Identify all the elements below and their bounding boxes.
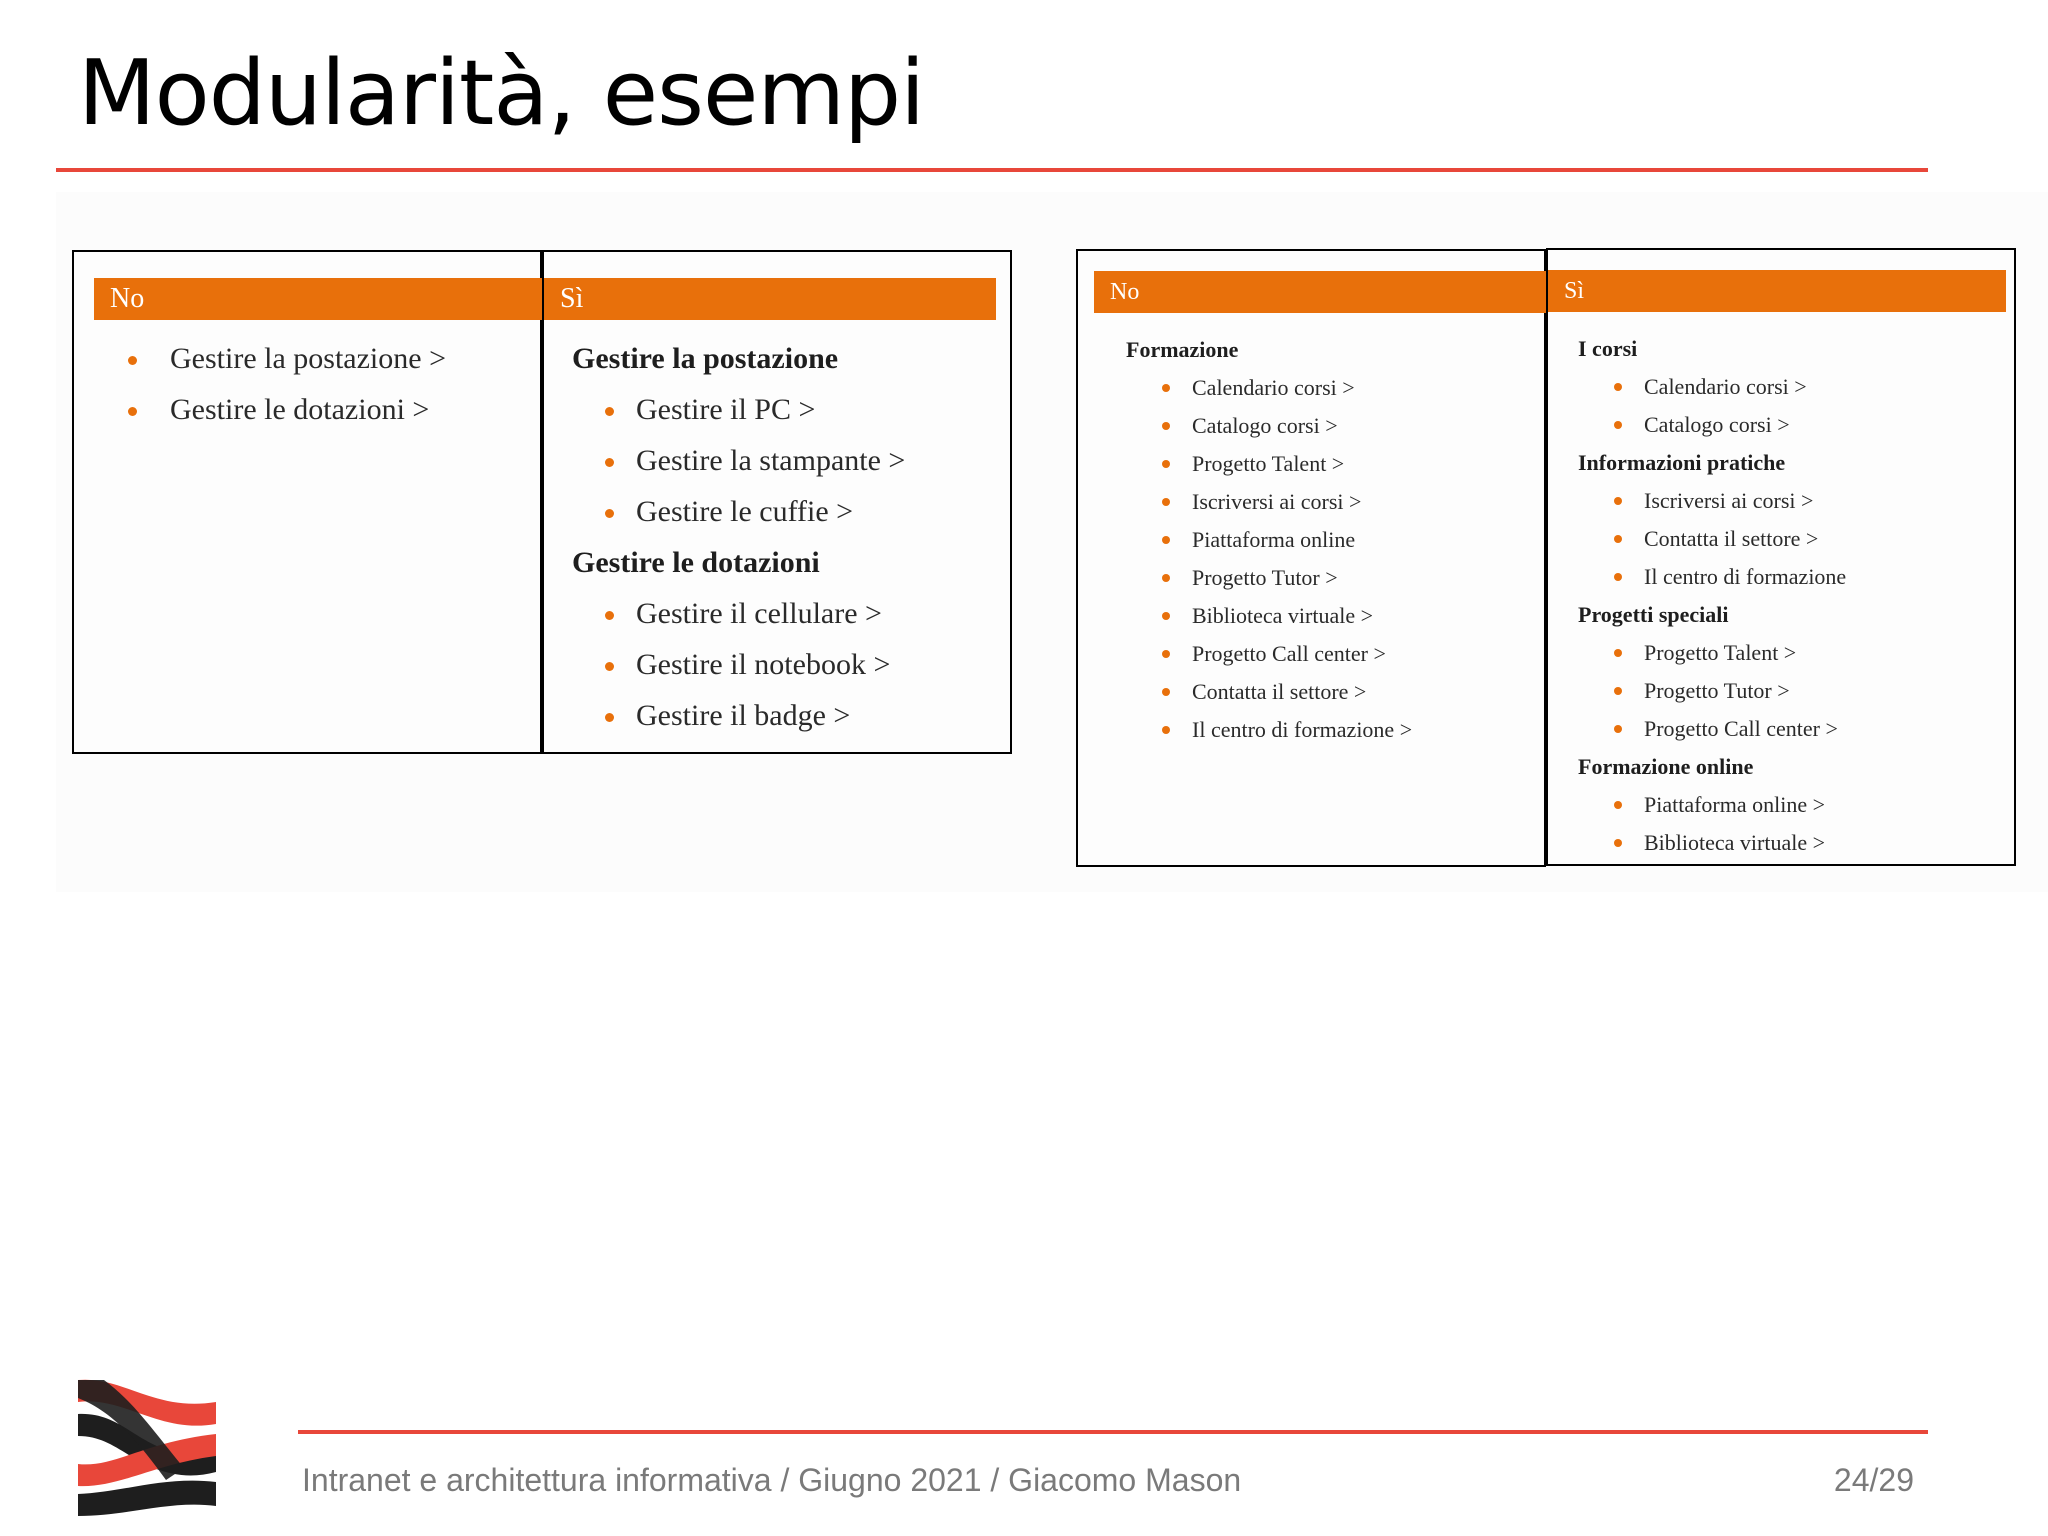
- group-heading: Gestire le dotazioni: [572, 546, 820, 579]
- example1-si-box: [542, 250, 1012, 754]
- bullet-icon: [605, 611, 614, 620]
- list-item: Il centro di formazione: [1578, 564, 1846, 602]
- bullet-icon: [1162, 384, 1170, 392]
- bullet-icon: [1614, 801, 1622, 809]
- bullet-icon: [1614, 687, 1622, 695]
- bullet-icon: [1614, 725, 1622, 733]
- example2-si-box: [1546, 248, 2016, 866]
- title-divider: [56, 168, 1928, 172]
- list-item: Gestire il badge >: [572, 699, 905, 750]
- list-item: Progetto Tutor >: [1126, 565, 1412, 603]
- interwoven-ribbons-logo-icon: [74, 1372, 220, 1516]
- bullet-icon: [1162, 574, 1170, 582]
- example2-no-list: [1126, 337, 1412, 755]
- footer-divider: [298, 1430, 1928, 1434]
- bullet-icon: [1614, 573, 1622, 581]
- bullet-icon: [1162, 650, 1170, 658]
- bullet-icon: [1162, 536, 1170, 544]
- bullet-icon: [1614, 383, 1622, 391]
- list-item: Il centro di formazione >: [1126, 717, 1412, 755]
- example1-si-header: Sì: [544, 278, 996, 320]
- list-item: Gestire il cellulare >: [572, 597, 905, 648]
- list-item: Gestire il notebook >: [572, 648, 905, 699]
- list-item: Progetto Talent >: [1578, 640, 1846, 678]
- bullet-icon: [1162, 726, 1170, 734]
- group-heading: Progetti speciali: [1578, 602, 1729, 627]
- example2-no-box: [1076, 249, 1546, 867]
- bullet-icon: [1162, 612, 1170, 620]
- list-item: Progetto Tutor >: [1578, 678, 1846, 716]
- list-item: Iscriversi ai corsi >: [1126, 489, 1412, 527]
- example1-no-box: [72, 250, 542, 754]
- example1-no-header: No: [94, 278, 542, 320]
- bullet-icon: [1614, 839, 1622, 847]
- bullet-icon: [1614, 421, 1622, 429]
- example1-si-list: [572, 342, 905, 750]
- bullet-icon: [128, 356, 137, 365]
- bullet-icon: [605, 509, 614, 518]
- example2-no-header: No: [1094, 271, 1546, 313]
- list-item: Catalogo corsi >: [1578, 412, 1846, 450]
- list-item: Progetto Call center >: [1126, 641, 1412, 679]
- bullet-icon: [1162, 422, 1170, 430]
- list-item: Gestire le dotazioni >: [128, 393, 446, 444]
- list-item: Iscriversi ai corsi >: [1578, 488, 1846, 526]
- bullet-icon: [605, 407, 614, 416]
- bullet-icon: [1614, 497, 1622, 505]
- bullet-icon: [605, 713, 614, 722]
- list-item: Piattaforma online >: [1578, 792, 1846, 830]
- list-item: Contatta il settore >: [1126, 679, 1412, 717]
- group-heading: Gestire la postazione: [572, 342, 839, 375]
- list-item: Calendario corsi >: [1126, 375, 1412, 413]
- group-heading: Formazione online: [1578, 754, 1754, 779]
- list-item: Gestire la postazione >: [128, 342, 446, 393]
- list-item: Catalogo corsi >: [1126, 413, 1412, 451]
- example2-si-header: Sì: [1548, 270, 2006, 312]
- list-item: Progetto Call center >: [1578, 716, 1846, 754]
- bullet-icon: [1162, 498, 1170, 506]
- list-item: Piattaforma online: [1126, 527, 1412, 565]
- list-item: Gestire le cuffie >: [572, 495, 905, 546]
- group-heading: I corsi: [1578, 336, 1638, 361]
- example2-si-list: [1578, 336, 1846, 868]
- bullet-icon: [1162, 688, 1170, 696]
- example1-no-list: [128, 342, 446, 444]
- list-item: Biblioteca virtuale >: [1126, 603, 1412, 641]
- list-item: Contatta il settore >: [1578, 526, 1846, 564]
- list-item: Calendario corsi >: [1578, 374, 1846, 412]
- list-item: Gestire la stampante >: [572, 444, 905, 495]
- bullet-icon: [128, 407, 137, 416]
- list-item: Gestire il PC >: [572, 393, 905, 444]
- list-item: Progetto Talent >: [1126, 451, 1412, 489]
- group-heading: Formazione: [1126, 337, 1239, 362]
- slide-title: Modularità, esempi: [78, 41, 925, 146]
- bullet-icon: [1162, 460, 1170, 468]
- group-heading: Informazioni pratiche: [1578, 450, 1786, 475]
- list-item: Biblioteca virtuale >: [1578, 830, 1846, 868]
- footer-text: Intranet e architettura informativa / Giugno 2021 / Giacomo Mason: [302, 1462, 1242, 1498]
- bullet-icon: [1614, 535, 1622, 543]
- bullet-icon: [605, 458, 614, 467]
- bullet-icon: [1614, 649, 1622, 657]
- bullet-icon: [605, 662, 614, 671]
- page-number: 24/29: [1833, 1462, 1914, 1498]
